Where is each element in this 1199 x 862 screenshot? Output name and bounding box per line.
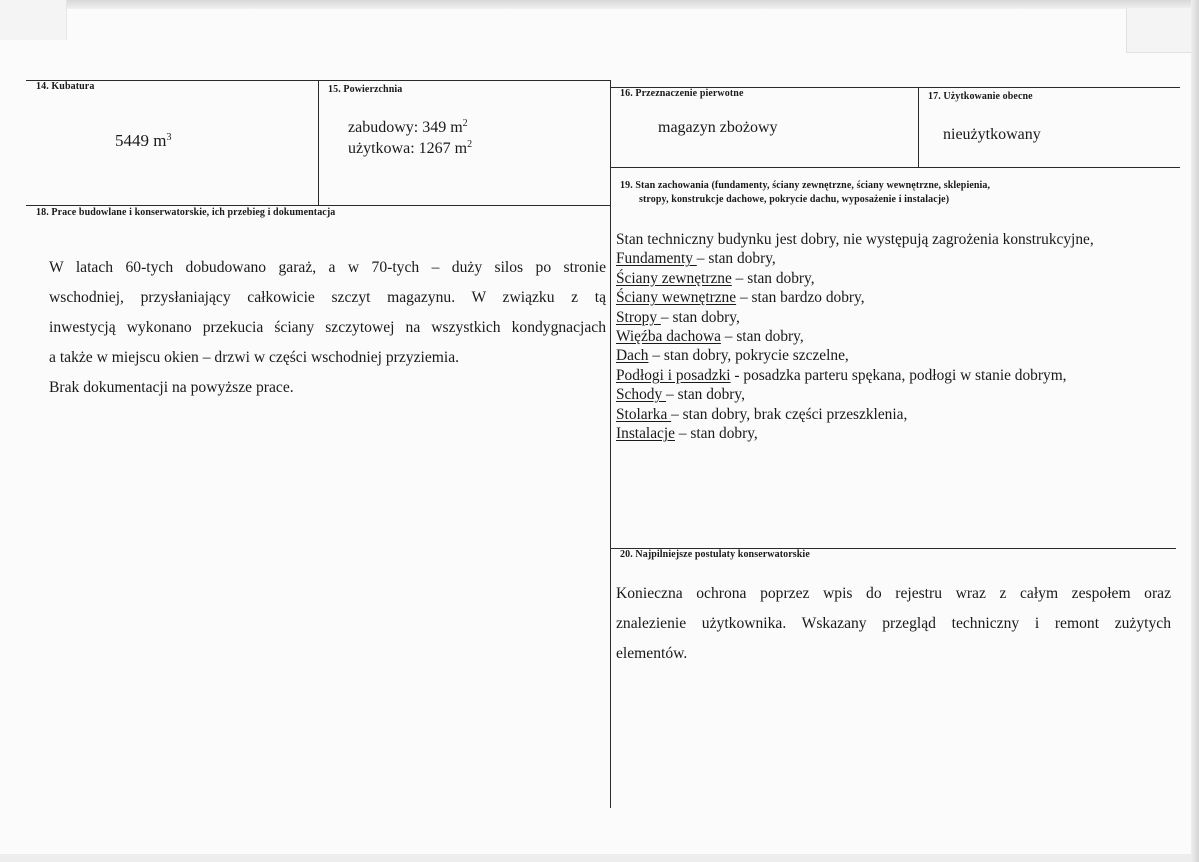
stan-item-desc: – stan dobry, xyxy=(674,425,758,443)
field-18-label: 18. Prace budowlane i konserwatorskie, ich przebieg i dokumentacja xyxy=(36,207,336,218)
divider-14-15 xyxy=(318,80,319,206)
field-14-label: 14. Kubatura xyxy=(36,81,95,92)
field-15-label: 15. Powierzchnia xyxy=(328,84,403,95)
stan-item xyxy=(616,346,1176,365)
field-18-line: a także w miejscu okien – drzwi w części wschodniej przyziemia. xyxy=(49,349,460,366)
field-19-label-line-1: 19. Stan zachowania (fundamenty, ściany zewnętrzne, ściany wewnętrzne, sklepienia, xyxy=(620,180,991,191)
field-18-line: W latach 60-tych dobudowano garaż, a w 70-tych – duży silos po stronie xyxy=(49,259,606,276)
stan-item-term: Schody xyxy=(616,386,667,404)
stan-item xyxy=(616,405,1176,424)
paper-tab-left xyxy=(0,0,67,40)
stan-item-desc: - posadzka parteru spękana, podłogi w stanie dobrym, xyxy=(730,366,1067,384)
uzytkowa-text: użytkowa: 1267 m xyxy=(348,140,468,157)
field-20-label: 20. Najpilniejsze postulaty konserwatorskie xyxy=(620,549,810,560)
zabudowy-text: zabudowy: 349 m xyxy=(348,119,463,136)
stan-intro: Stan techniczny budynku jest dobry, nie występują zagrożenia konstrukcyjne, xyxy=(616,231,1094,248)
stan-item-term: Dach xyxy=(616,347,649,365)
stan-item xyxy=(616,327,1176,346)
field-15-line-1 xyxy=(348,119,468,137)
divider-left-right xyxy=(610,80,611,808)
stan-item-desc: – stan dobry, xyxy=(696,250,776,268)
kubatura-exponent: 3 xyxy=(166,132,172,143)
stan-item xyxy=(616,288,1176,307)
field-20-text xyxy=(616,579,1171,669)
stan-item xyxy=(616,385,1176,404)
field-16-label: 16. Przeznaczenie pierwotne xyxy=(620,88,744,99)
scan-edge-top xyxy=(0,0,1199,9)
field-18-text xyxy=(49,253,606,403)
zabudowy-exponent: 2 xyxy=(462,118,468,129)
stan-item xyxy=(616,424,1176,443)
stan-item-term: Stropy xyxy=(616,308,661,326)
field-18-line: Brak dokumentacji na powyższe prace. xyxy=(49,379,294,396)
kubatura-text: 5449 m xyxy=(115,131,167,150)
uzytkowa-exponent: 2 xyxy=(467,139,473,150)
stan-item xyxy=(616,366,1176,385)
stan-item xyxy=(616,249,1176,268)
paper-tab-right xyxy=(1126,8,1193,53)
field-18-line: inwestycją wykonano przekucia ściany szczytowej na wszystkich kondygnacjach xyxy=(49,319,606,336)
stan-item xyxy=(616,269,1176,288)
stan-item-desc: – stan dobry, pokrycie szczelne, xyxy=(648,347,849,365)
scan-edge-right xyxy=(1191,0,1199,862)
stan-item-desc: – stan dobry, xyxy=(660,308,740,326)
stan-item-term: Ściany zewnętrzne xyxy=(616,269,732,287)
field-14-value xyxy=(115,131,171,151)
stan-item-desc: – stan dobry, brak części przeszklenia, xyxy=(671,405,908,423)
rule-above-19 xyxy=(610,167,1180,168)
stan-item-term: Podłogi i posadzki xyxy=(616,366,731,384)
field-19-text xyxy=(616,230,1176,443)
stan-item-term: Więźba dachowa xyxy=(616,328,721,346)
stan-item-desc: – stan dobry, xyxy=(731,269,815,287)
rule-above-18 xyxy=(26,205,610,206)
stan-item-term: Instalacje xyxy=(616,425,675,443)
field-19-label-line-2: stropy, konstrukcje dachowe, pokrycie dachu, wyposażenie i instalacje) xyxy=(639,194,950,205)
field-20-line: Konieczna ochrona poprzez wpis do rejestru wraz z całym zespołem oraz xyxy=(616,585,1171,602)
stan-item-desc: – stan dobry, xyxy=(666,386,745,404)
field-18-line: wschodniej, przysłaniający całkowicie szczyt magazynu. W związku z tą xyxy=(49,289,606,306)
stan-item-desc: – stan dobry, xyxy=(720,328,804,346)
field-17-label: 17. Użytkowanie obecne xyxy=(928,91,1033,102)
field-15-line-2 xyxy=(348,140,472,158)
stan-item-term: Stolarka xyxy=(616,405,672,423)
field-16-value: magazyn zbożowy xyxy=(658,119,778,136)
field-20-line: elementów. xyxy=(616,645,688,662)
field-20-line: znalezienie użytkownika. Wskazany przegląd techniczny i remont zużytych xyxy=(616,615,1171,632)
stan-item-term: Ściany wewnętrzne xyxy=(616,289,737,307)
stan-item xyxy=(616,308,1176,327)
stan-item-term: Fundamenty xyxy=(616,250,697,268)
field-17-value: nieużytkowany xyxy=(943,126,1041,143)
stan-item-desc: – stan bardzo dobry, xyxy=(736,289,865,307)
divider-16-17 xyxy=(918,87,919,167)
